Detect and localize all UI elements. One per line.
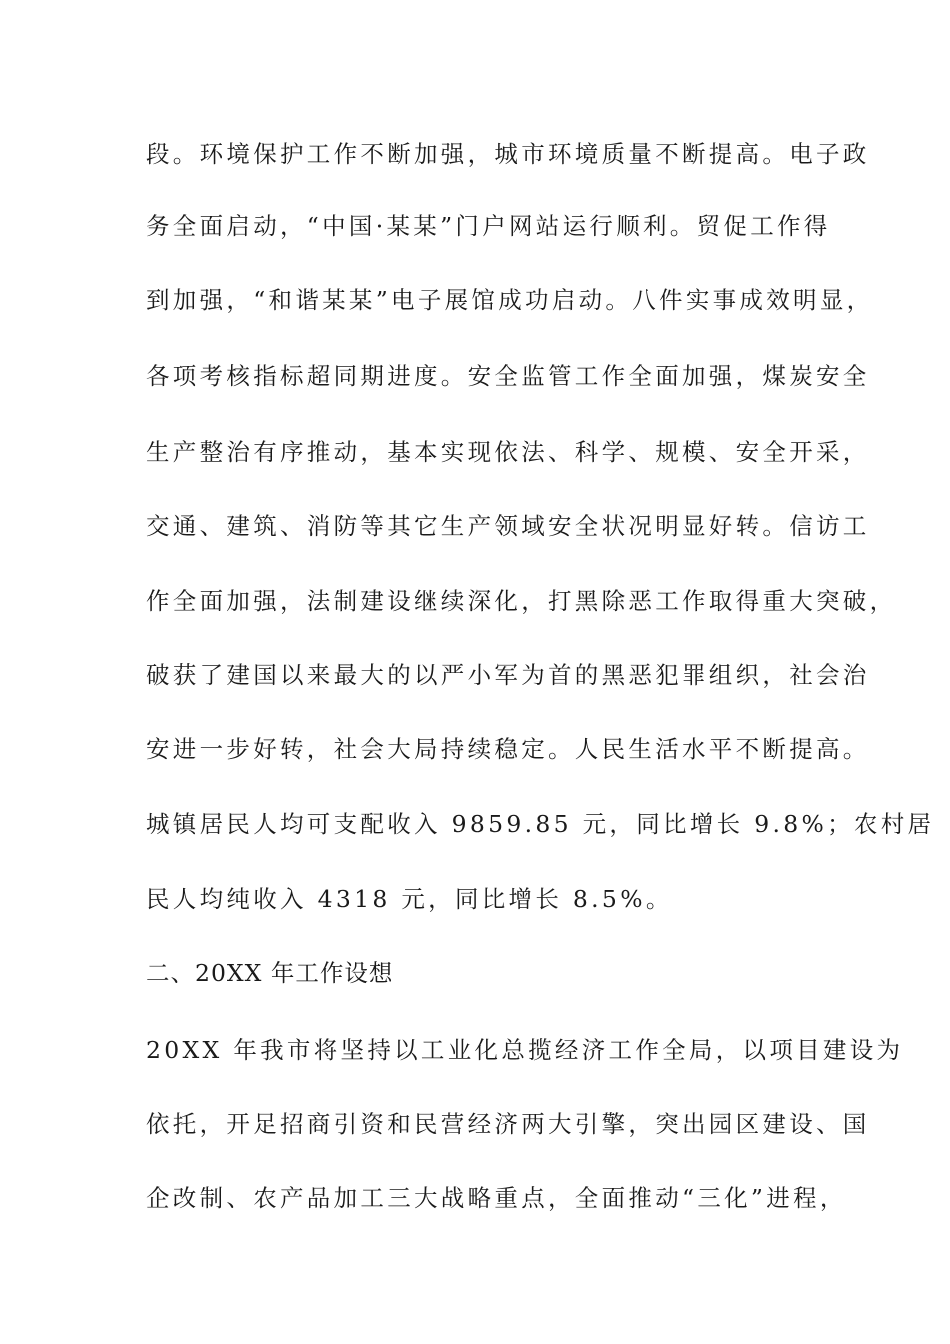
text-line: 破获了建国以来最大的以严小军为首的黑恶犯罪组织，社会治 xyxy=(146,661,870,689)
text-line: 到加强，“和谐某某”电子展馆成功启动。八件实事成效明显， xyxy=(146,286,874,314)
text-line: 安进一步好转，社会大局持续稳定。人民生活水平不断提高。 xyxy=(146,735,870,763)
text-line: 生产整治有序推动，基本实现依法、科学、规模、安全开采， xyxy=(146,438,870,466)
text-line: 依托，开足招商引资和民营经济两大引擎，突出园区建设、国 xyxy=(146,1110,870,1138)
text-line: 作全面加强，法制建设继续深化，打黑除恶工作取得重大突破， xyxy=(146,587,897,615)
text-line: 交通、建筑、消防等其它生产领域安全状况明显好转。信访工 xyxy=(146,512,870,540)
text-line: 民人均纯收入 4318 元，同比增长 8.5%。 xyxy=(146,885,673,913)
text-line: 务全面启动，“中国·某某”门户网站运行顺利。贸促工作得 xyxy=(146,212,831,240)
text-line: 20XX 年我市将坚持以工业化总揽经济工作全局，以项目建设为 xyxy=(146,1036,904,1064)
section-heading: 二、20XX 年工作设想 xyxy=(146,959,394,987)
text-line: 城镇居民人均可支配收入 9859.85 元，同比增长 9.8%；农村居 xyxy=(146,810,935,838)
text-line: 企改制、农产品加工三大战略重点，全面推动“三化”进程， xyxy=(146,1184,847,1212)
text-line: 各项考核指标超同期进度。安全监管工作全面加强，煤炭安全 xyxy=(146,362,870,390)
text-line: 段。环境保护工作不断加强，城市环境质量不断提高。电子政 xyxy=(146,140,870,168)
